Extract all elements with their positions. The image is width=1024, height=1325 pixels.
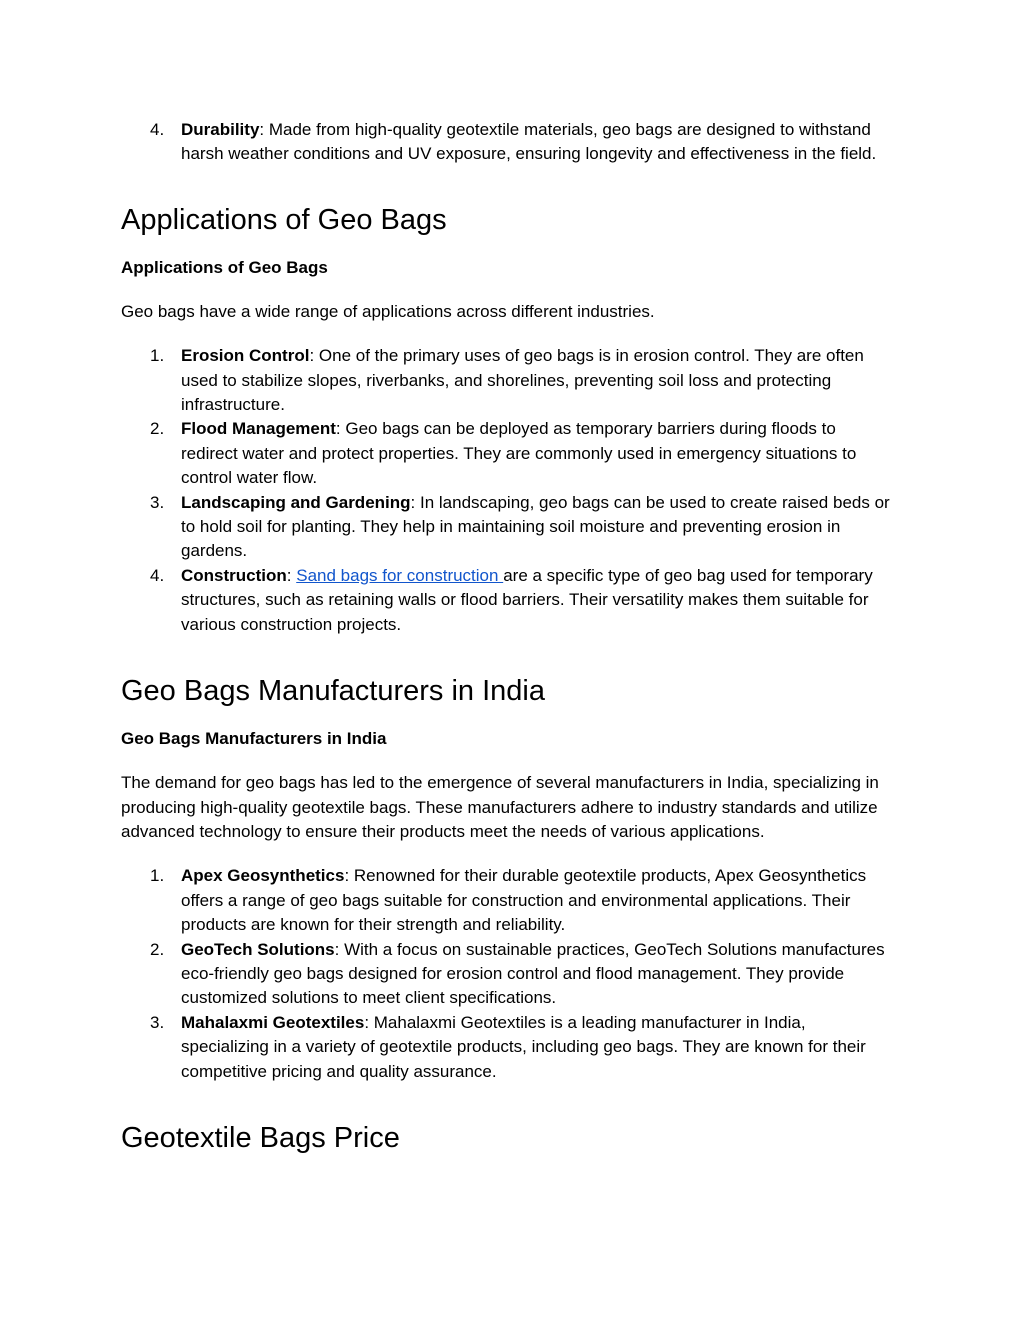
list-number: 1.	[150, 866, 165, 886]
list-item-apex	[121, 864, 896, 937]
list-number: 2.	[150, 939, 165, 959]
manufacturers-heading: Geo Bags Manufacturers in India	[121, 675, 545, 708]
list-term: Durability	[181, 120, 260, 139]
list-term: Erosion Control	[181, 346, 310, 366]
price-heading: Geotextile Bags Price	[121, 1121, 400, 1154]
list-item-durability	[121, 118, 896, 167]
list-term: Mahalaxmi Geotextiles	[181, 1012, 365, 1032]
list-item-construction	[121, 564, 896, 637]
list-term: Construction	[181, 565, 287, 585]
list-text: : In landscaping, geo bags can be used to create raised beds or to hold soil for planting. They help in maintaining soil moisture and preventing erosion in gardens.	[181, 492, 890, 561]
applications-list	[121, 344, 896, 637]
list-item-landscaping	[121, 491, 896, 564]
list-number: 3.	[150, 1012, 165, 1032]
list-separator: :	[286, 565, 297, 585]
list-number: 1.	[150, 346, 165, 366]
sand-bags-link[interactable]: Sand bags for construction	[296, 565, 504, 585]
list-text: : One of the primary uses of geo bags is in erosion control. They are often used to stabilize slopes, riverbanks, and shorelines, preventing soil loss and protecting infrastructure.	[181, 346, 864, 415]
list-item-mahalaxmi	[121, 1011, 896, 1084]
list-item-geotech	[121, 938, 896, 1011]
list-term: Flood Management	[181, 419, 336, 439]
list-text: : With a focus on sustainable practices, GeoTech Solutions manufactures eco-friendly geo bags designed for erosion control and flood management. They provide customized solutions to meet client specifications.	[181, 939, 885, 1008]
durability-list	[121, 118, 896, 167]
manufacturers-list	[121, 864, 896, 1084]
list-text: : Renowned for their durable geotextile products, Apex Geosynthetics offers a range of geo bags suitable for construction and environmental applications. Their products are known for their strength and reliability.	[181, 866, 867, 935]
applications-heading: Applications of Geo Bags	[121, 203, 447, 236]
list-number: 2.	[150, 419, 165, 439]
applications-subheading: Applications of Geo Bags	[121, 257, 328, 277]
list-text: are a specific type of geo bag used for temporary structures, such as retaining walls or flood barriers. Their versatility makes them suitable for various construction projects.	[181, 565, 873, 634]
list-text: : Geo bags can be deployed as temporary barriers during floods to redirect water and protect properties. They are commonly used in emergency situations to control water flow.	[181, 419, 857, 488]
document-page	[121, 118, 896, 1156]
list-term: GeoTech Solutions	[181, 939, 335, 959]
list-text: : Made from high-quality geotextile materials, geo bags are designed to withstand harsh weather conditions and UV exposure, ensuring longevity and effectiveness in the field.	[181, 120, 877, 164]
list-number: 3.	[150, 492, 165, 512]
list-number: 4.	[150, 120, 165, 139]
manufacturers-intro: The demand for geo bags has led to the emergence of several manufacturers in India, specializing in producing high-quality geotextile bags. These manufacturers adhere to industry standards and utilize advanced technology to ensure their products meet the needs of various applications.	[121, 773, 879, 841]
list-item-flood-management	[121, 417, 896, 490]
list-number: 4.	[150, 565, 165, 585]
list-term: Apex Geosynthetics	[181, 866, 345, 886]
list-term: Landscaping and Gardening	[181, 492, 411, 512]
list-text: : Mahalaxmi Geotextiles is a leading manufacturer in India, specializing in a variety of geotextile products, including geo bags. They are known for their competitive pricing and quality assurance.	[181, 1012, 866, 1081]
manufacturers-subheading: Geo Bags Manufacturers in India	[121, 729, 387, 749]
list-item-erosion-control	[121, 344, 896, 417]
applications-intro: Geo bags have a wide range of applications across different industries.	[121, 301, 655, 321]
